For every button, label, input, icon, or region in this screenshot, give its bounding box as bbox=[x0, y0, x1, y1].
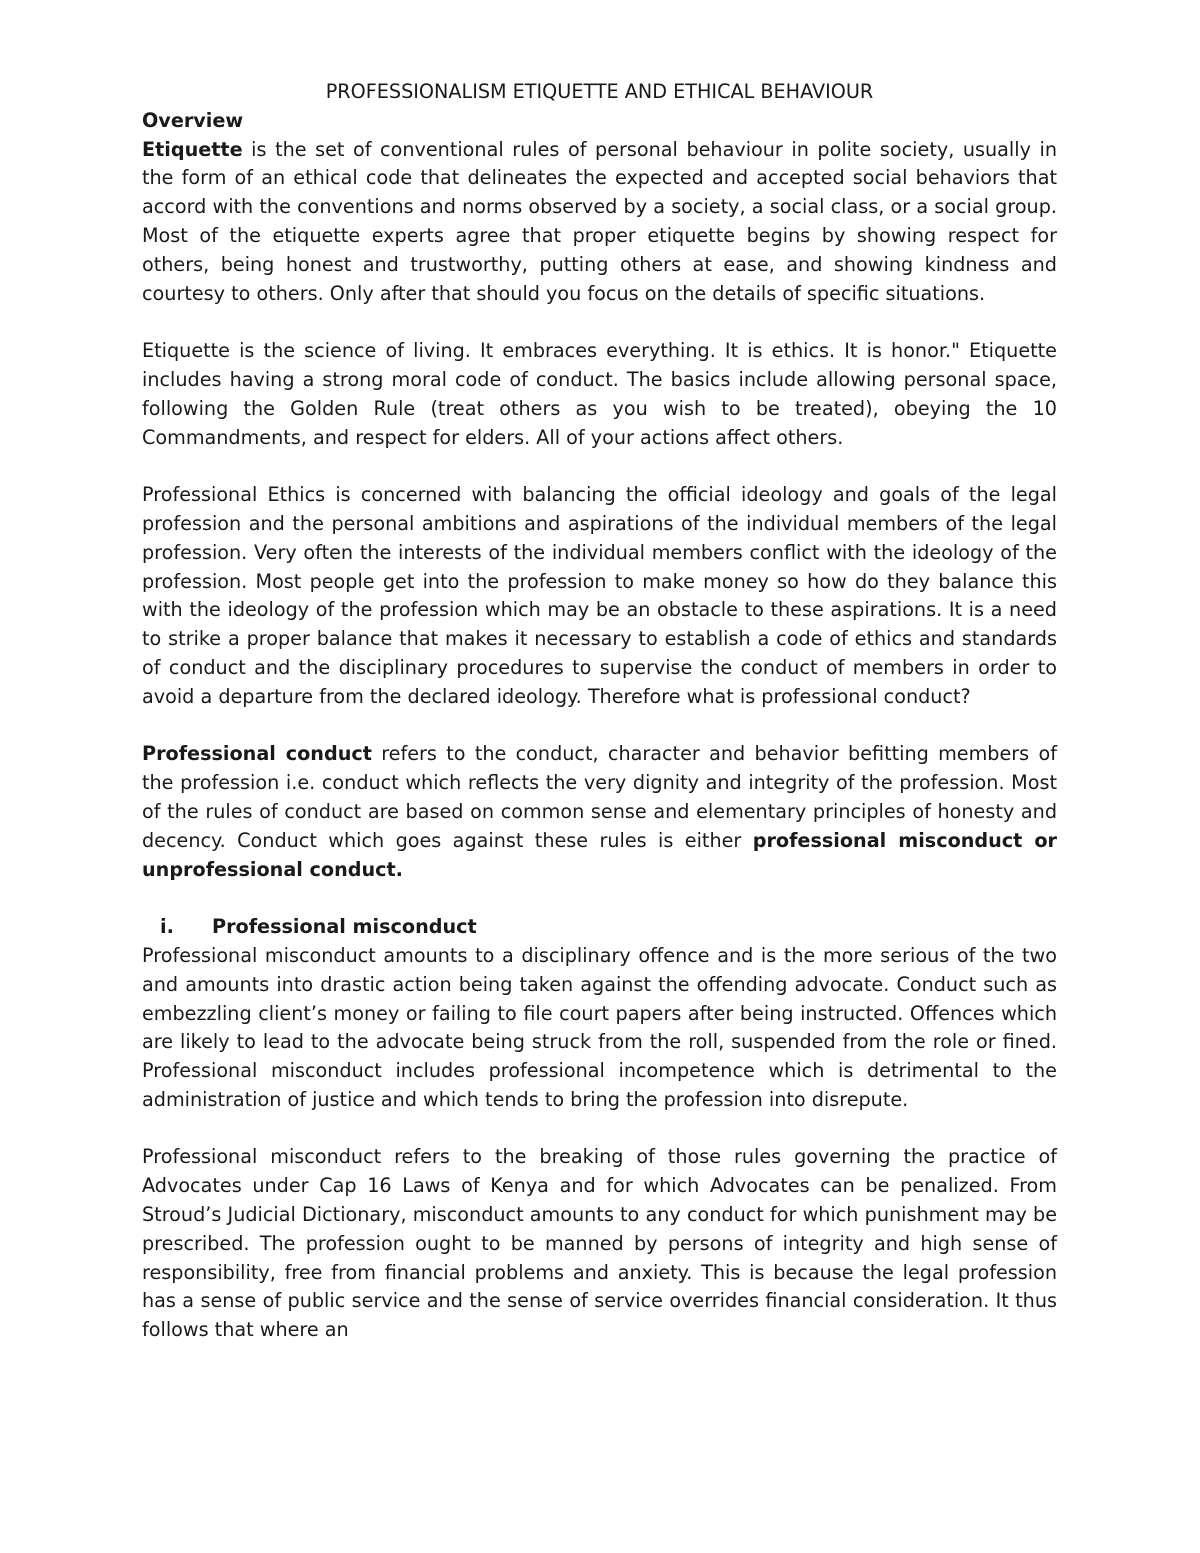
term-professional-conduct: Professional conduct bbox=[142, 742, 372, 766]
section-number: i. bbox=[160, 915, 174, 939]
document-title: PROFESSIONALISM ETIQUETTE AND ETHICAL BEHAVIOUR bbox=[325, 80, 874, 103]
section-title: Professional misconduct bbox=[212, 915, 477, 939]
paragraph-gap bbox=[142, 884, 1057, 913]
section-heading-professional-misconduct bbox=[142, 913, 1057, 942]
term-etiquette: Etiquette bbox=[142, 137, 243, 161]
paragraph-professional-conduct bbox=[142, 740, 1057, 884]
paragraph-misconduct-rules: Professional misconduct refers to the breaking of those rules governing the practice of Advocates under Cap 16 Laws of Kenya and for which Advocates can be penalized. From Stroud’s Judicial Dictionary, misconduct amounts to any conduct for which punishment may be prescribed. The profession ought to be manned by persons of integrity and high sense of responsibility, free from financial problems and anxiety. This is because the legal profession has a sense of public service and the sense of service overrides financial consideration. It thus follows that where an bbox=[142, 1145, 1057, 1342]
paragraph-misconduct-definition: Professional misconduct amounts to a disciplinary offence and is the more serious of the two and amounts into drastic action being taken against the offending advocate. Conduct such as embezzling client’s money or failing to file court papers after being instructed. Offences which are likely to lead to the advocate being struck from the roll, suspended from the role or fined. Professional misconduct includes professional incompetence which is detrimental to the administration of justice and which tends to bring the profession into disrepute. bbox=[142, 943, 1057, 1111]
term-misconduct: professional misconduct or unprofessional conduct. bbox=[142, 828, 1057, 881]
overview-heading: Overview bbox=[142, 108, 244, 132]
paragraph-professional-ethics: Professional Ethics is concerned with balancing the official ideology and goals of the legal profession and the personal ambitions and aspirations of the individual members of the legal profession. Very often the interests of the individual members conflict with the ideology of the profession. Most people get into the profession to make money so how do they balance this with the ideology of the profession which may be an obstacle to these aspirations. It is a need to strike a proper balance that makes it necessary to establish a code of ethics and standards of conduct and the disciplinary procedures to supervise the conduct of members in order to avoid a departure from the declared ideology. Therefore what is professional conduct? bbox=[142, 483, 1057, 708]
paragraph-gap bbox=[142, 452, 1057, 481]
paragraph-gap bbox=[142, 1115, 1057, 1144]
paragraph-etiquette-science: Etiquette is the science of living. It embraces everything. It is ethics. It is honor." Etiquette includes having a strong moral code of conduct. The basics include allowing personal space, following the Golden Rule (treat others as you wish to be treated), obeying the 10 Commandments, and respect for elders. All of your actions affect others. bbox=[142, 339, 1057, 449]
document-page bbox=[142, 78, 1057, 1345]
paragraph-gap bbox=[142, 308, 1057, 337]
paragraph-text: refers to the conduct, character and behavior befitting members of the profession i.e. conduct which reflects the very dignity and integrity of the profession. Most of the rules of conduct are based on common sense and elementary principles of honesty and decency. Conduct which goes against these rules is either bbox=[142, 742, 1057, 852]
paragraph-etiquette-definition bbox=[142, 136, 1057, 309]
paragraph-text: is the set of conventional rules of personal behaviour in polite society, usually in the form of an ethical code that delineates the expected and accepted social behaviors that accord with the conventions and norms observed by a society, a social class, or a social group. Most of the etiquette experts agree that proper etiquette begins by showing respect for others, being honest and trustworthy, putting others at ease, and showing kindness and courtesy to others. Only after that should you focus on the details of specific situations. bbox=[142, 137, 1057, 305]
paragraph-gap bbox=[142, 712, 1057, 741]
